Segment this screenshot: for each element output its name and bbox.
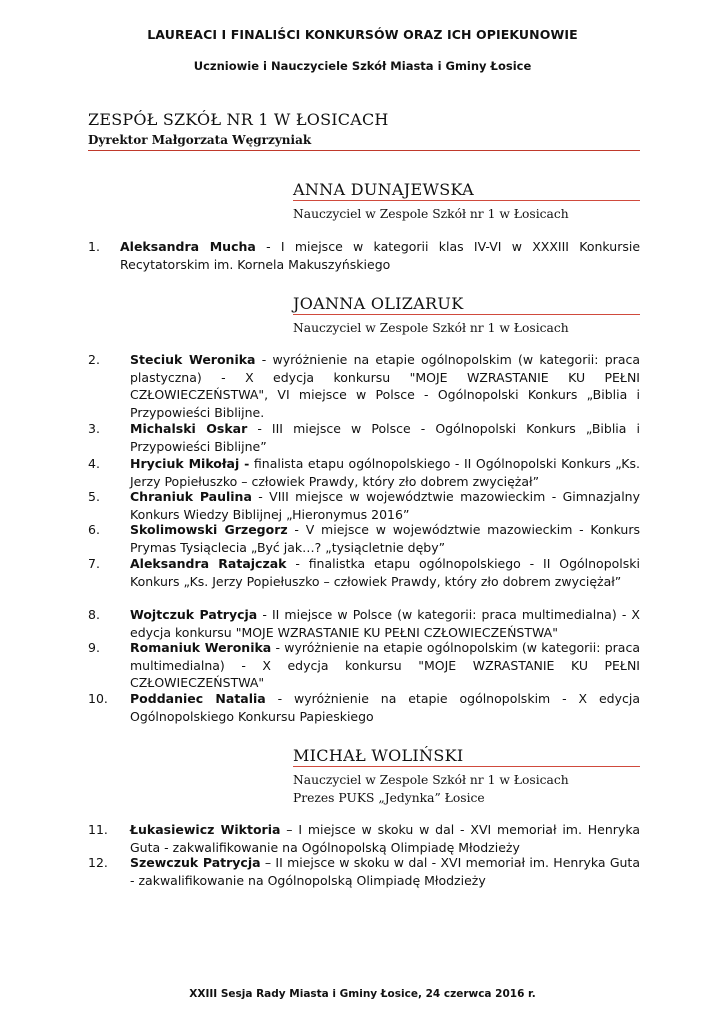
item-number: 6. [88, 522, 100, 537]
award-text: - I miejsce w kategorii klas IV-VI w XXXIII Konkursie Recytatorskim im. Kornela Makuszyńskiego [120, 239, 641, 272]
item-number: 7. [88, 556, 100, 571]
item-number: 11. [88, 822, 108, 837]
item-number: 9. [88, 640, 100, 655]
award-text: - III miejsce w Polsce - Ogólnopolski Konkurs „Biblia i Przypowieści Biblijne” [130, 421, 640, 454]
list-item [88, 351, 640, 421]
school-heading [88, 110, 640, 151]
student-name: Steciuk Weronika [130, 352, 256, 367]
list-item [88, 555, 640, 590]
teacher-role: Nauczyciel w Zespole Szkół nr 1 w Łosicach [293, 207, 569, 221]
award-text: - V miejsce w województwie mazowieckim - Konkurs Prymas Tysiąclecia „Być jak…? „tysiącletnie dęby” [130, 522, 640, 555]
teacher-block [293, 746, 640, 807]
list-item [88, 488, 640, 523]
teacher-name: JOANNA OLIZARUK [293, 294, 464, 313]
teacher-divider [293, 200, 640, 201]
item-number: 10. [88, 691, 108, 706]
list-item [88, 521, 640, 556]
item-number: 2. [88, 352, 100, 367]
teacher-block [293, 294, 640, 337]
award-text: – II miejsce w skoku w dal - XVI memoriał im. Henryka Guta - zakwalifikowanie na Ogólnopolską Olimpiadę Młodzieży [130, 855, 640, 888]
student-name: Szewczuk Patrycja [130, 855, 261, 870]
student-name: Romaniuk Weronika [130, 640, 272, 655]
student-name: Skolimowski Grzegorz [130, 522, 288, 537]
list-item [88, 690, 640, 725]
award-text: - wyróżnienie na etapie ogólnopolskim - X edycja Ogólnopolskiego Konkursu Papieskiego [130, 691, 640, 724]
student-name: Poddaniec Natalia [130, 691, 266, 706]
document-title: LAUREACI I FINALIŚCI KONKURSÓW ORAZ ICH OPIEKUNOWIE [147, 27, 578, 42]
list-item [88, 606, 640, 641]
teacher-divider [293, 314, 640, 315]
school-name: ZESPÓŁ SZKÓŁ NR 1 W ŁOSICACH [88, 110, 389, 129]
list-item [88, 238, 640, 273]
teacher-name: MICHAŁ WOLIŃSKI [293, 746, 464, 765]
student-name: Chraniuk Paulina [130, 489, 252, 504]
list-item [88, 821, 640, 856]
item-number: 3. [88, 421, 100, 436]
item-number: 1. [88, 239, 100, 254]
list-item [88, 639, 640, 692]
teacher-role: Nauczyciel w Zespole Szkół nr 1 w Łosicach [293, 773, 569, 787]
item-number: 12. [88, 855, 108, 870]
student-name: Aleksandra Ratajczak [130, 556, 287, 571]
student-name: Wojtczuk Patrycja [130, 607, 258, 622]
student-name: Aleksandra Mucha [120, 239, 256, 254]
teacher-divider [293, 766, 640, 767]
list-item [88, 854, 640, 889]
student-name: Hryciuk Mikołaj - [130, 456, 250, 471]
school-divider [88, 150, 640, 151]
teacher-role: Prezes PUKS „Jedynka” Łosice [293, 791, 485, 805]
list-item [88, 420, 640, 455]
award-text: - II miejsce w Polsce (w kategorii: praca multimedialna) - X edycja konkursu "MOJE WZRASTANIE KU PEŁNI CZŁOWIECZEŃSTWA" [130, 607, 640, 640]
document-subtitle: Uczniowie i Nauczyciele Szkół Miasta i Gminy Łosice [193, 59, 532, 73]
item-number: 5. [88, 489, 100, 504]
award-text: - wyróżnienie na etapie ogólnopolskim (w kategorii: praca plastyczna) - X edycja konkursu "MOJE WZRASTANIE KU PEŁNI CZŁOWIECZEŃSTWA", VI miejsce w Polsce - Ogólnopolski Konkurs „Biblia i Przypowieści Biblijne. [130, 352, 641, 420]
teacher-block [293, 180, 640, 223]
teacher-name: ANNA DUNAJEWSKA [293, 180, 474, 199]
item-number: 4. [88, 456, 100, 471]
award-text: - wyróżnienie na etapie ogólnopolskim (w kategorii: praca multimedialna) - X edycja konkursu "MOJE WZRASTANIE KU PEŁNI CZŁOWIECZEŃSTWA" [130, 640, 640, 690]
teacher-role: Nauczyciel w Zespole Szkół nr 1 w Łosicach [293, 321, 569, 335]
award-text: – I miejsce w skoku w dal - XVI memoriał im. Henryka Guta - zakwalifikowanie na Ogólnopolską Olimpiadę Młodzieży [130, 822, 641, 855]
school-director: Dyrektor Małgorzata Węgrzyniak [88, 133, 312, 147]
item-number: 8. [88, 607, 100, 622]
award-text: finalista etapu ogólnopolskiego - II Ogólnopolski Konkurs „Ks. Jerzy Popiełuszko – człowiek Prawdy, który zło dobrem zwyciężał” [130, 456, 640, 489]
list-item [88, 455, 640, 490]
student-name: Michalski Oskar [130, 421, 248, 436]
award-text: - VIII miejsce w województwie mazowieckim - Gimnazjalny Konkurs Wiedzy Biblijnej „Hieronymus 2016” [130, 489, 641, 522]
student-name: Łukasiewicz Wiktoria [130, 822, 281, 837]
award-text: - finalistka etapu ogólnopolskiego - II Ogólnopolski Konkurs „Ks. Jerzy Popiełuszko – człowiek Prawdy, który zło dobrem zwyciężał” [130, 556, 640, 589]
page-footer: XXIII Sesja Rady Miasta i Gminy Łosice, 24 czerwca 2016 r. [189, 988, 536, 1000]
